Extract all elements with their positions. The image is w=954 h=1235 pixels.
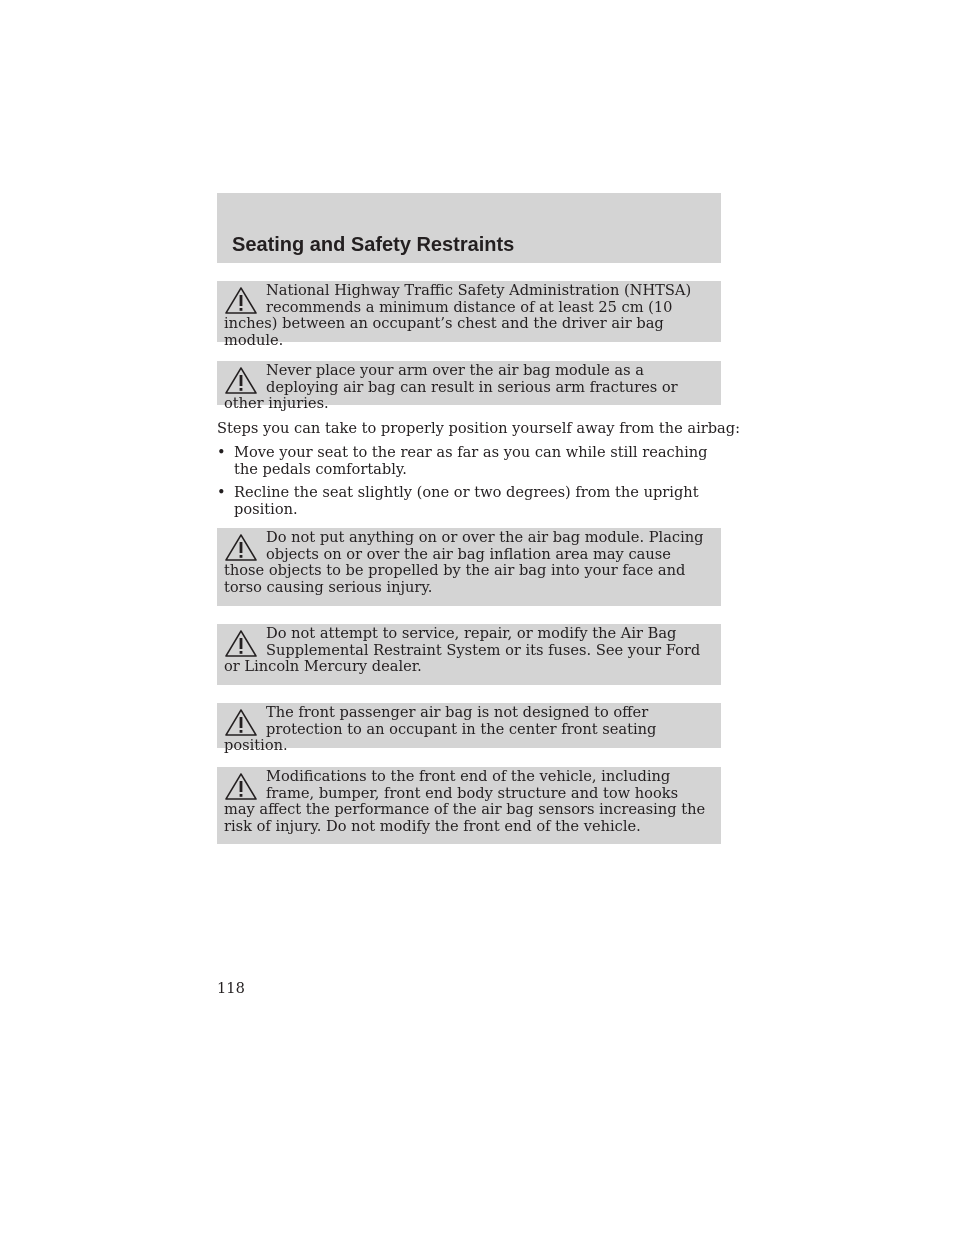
section-title: Seating and Safety Restraints <box>232 234 515 256</box>
warning-text: Never place your arm over the air bag module as a deploying air bag can result in serious arm fractures or other injuries. <box>224 362 678 412</box>
warning-text: The front passenger air bag is not designed to offer protection to an occupant in the center front seating position. <box>224 704 657 754</box>
warning-triangle-icon <box>224 772 258 802</box>
warning-text: Do not put anything on or over the air bag module. Placing objects on or over the air bag inflation area may cause those objects to be propelled by the air bag into your face and torso causing serious injury. <box>224 529 704 596</box>
warning-text: National Highway Traffic Safety Administration (NHTSA) recommends a minimum distance of at least 25 cm (10 inches) between an occupant’s chest and the driver air bag module. <box>224 282 692 349</box>
warning-text: Modifications to the front end of the vehicle, including frame, bumper, front end body structure and tow hooks may affect the performance of the air bag sensors increasing the risk of injury. Do not modify the front end of the vehicle. <box>224 768 706 835</box>
list-item-text: Move your seat to the rear as far as you can while still reaching the pedals comfortably. <box>234 444 708 478</box>
bullet-marker: • <box>217 444 226 461</box>
warning-box <box>217 361 721 412</box>
warning-triangle-icon <box>224 708 258 738</box>
intro-paragraph: Steps you can take to properly position yourself away from the airbag: <box>217 420 741 437</box>
section-header-bar <box>217 193 721 263</box>
warning-triangle-icon <box>224 533 258 563</box>
warning-triangle-icon <box>224 286 258 316</box>
bullet-marker: • <box>217 484 226 501</box>
warning-box <box>217 624 721 685</box>
warning-triangle-icon <box>224 629 258 659</box>
warning-text: Do not attempt to service, repair, or modify the Air Bag Supplemental Restraint System or its fuses. See your Ford or Lincoln Mercury dealer. <box>224 625 701 675</box>
page-number: 118 <box>217 980 245 997</box>
list-item <box>217 445 717 478</box>
list-item-text: Recline the seat slightly (one or two degrees) from the upright position. <box>234 484 699 518</box>
warning-box <box>217 767 721 844</box>
warning-box <box>217 528 721 606</box>
list-item <box>217 485 717 518</box>
warning-box <box>217 281 721 349</box>
warning-box <box>217 703 721 754</box>
warning-triangle-icon <box>224 366 258 396</box>
